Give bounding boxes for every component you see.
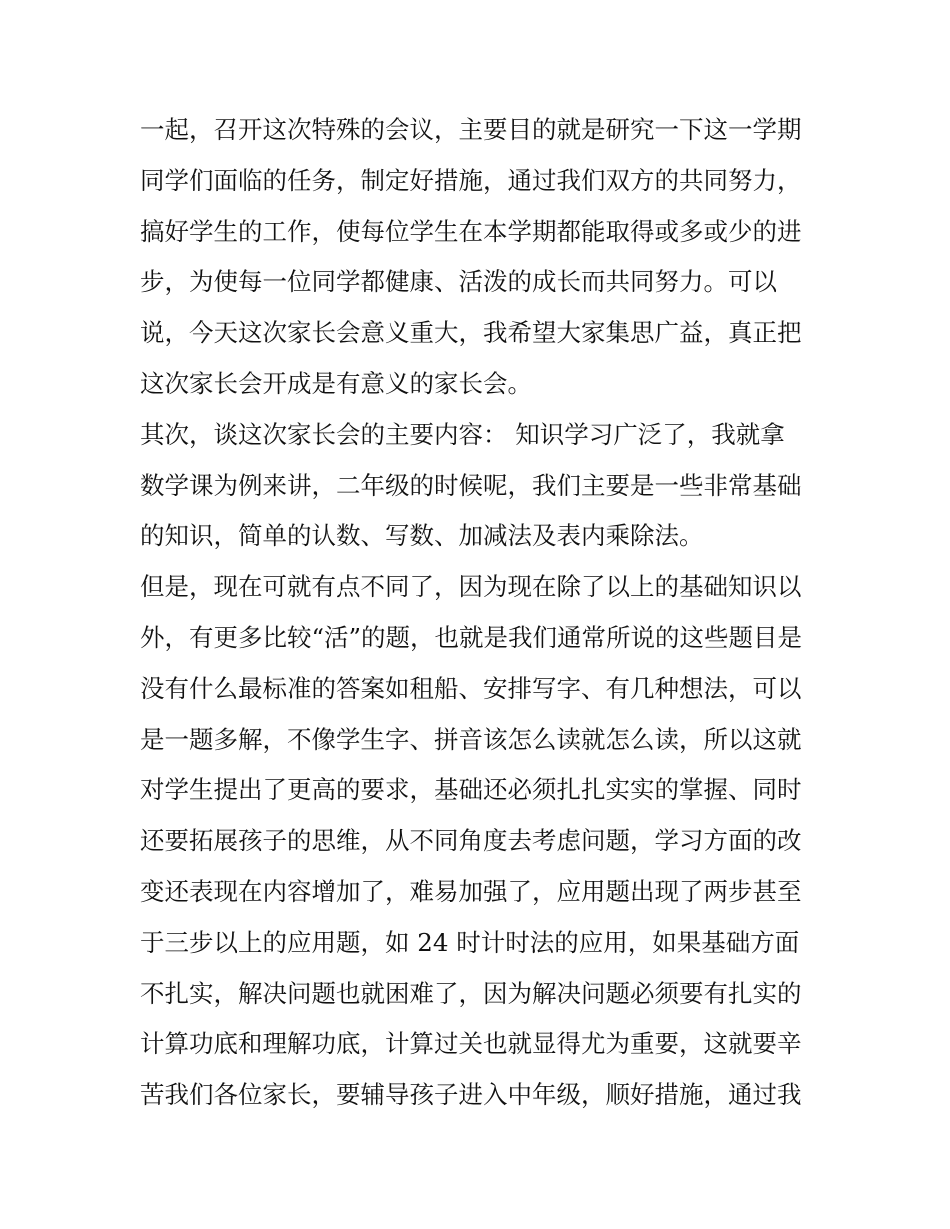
text-line: 数学课为例来讲，二年级的时候呢，我们主要是一些非常基础: [140, 470, 802, 500]
text-line: 不扎实，解决问题也就困难了，因为解决问题必须要有扎实的: [140, 978, 802, 1008]
text-line: 其次，谈这次家长会的主要内容： 知识学习广泛了，我就拿: [140, 419, 785, 449]
document-body: [140, 105, 820, 1121]
text-line: 但是，现在可就有点不同了，因为现在除了以上的基础知识以: [140, 572, 802, 602]
text-line: 是一题多解，不像学生字、拼音该怎么读就怎么读，所以这就: [140, 724, 802, 754]
text-line: 同学们面临的任务，制定好措施，通过我们双方的共同努力，: [140, 165, 802, 195]
text-line: 没有什么最标准的答案如租船、安排写字、有几种想法，可以: [140, 673, 802, 703]
text-line: 对学生提出了更高的要求，基础还必须扎扎实实的掌握、同时: [140, 775, 802, 805]
text-line: 的知识，简单的认数、写数、加减法及表内乘除法。: [140, 521, 704, 551]
text-line: 这次家长会开成是有意义的家长会。: [140, 368, 532, 398]
text-line: 外，有更多比较“活”的题，也就是我们通常所说的这些题目是: [140, 622, 803, 652]
text-line: 说，今天这次家长会意义重大，我希望大家集思广益，真正把: [140, 318, 802, 348]
text-line: 苦我们各位家长，要辅导孩子进入中年级，顺好措施，通过我: [140, 1080, 802, 1110]
text-line: 一起，召开这次特殊的会议，主要目的就是研究一下这一学期: [140, 115, 802, 144]
text-line: 搞好学生的工作，使每位学生在本学期都能取得或多或少的进: [140, 216, 802, 246]
text-line: 变还表现在内容增加了，难易加强了，应用题出现了两步甚至: [140, 876, 802, 906]
text-line: 还要拓展孩子的思维，从不同角度去考虑问题，学习方面的改: [140, 826, 802, 856]
text-line: 于三步以上的应用题，如 24 时计时法的应用，如果基础方面: [140, 927, 800, 957]
text-line: 步，为使每一位同学都健康、活泼的成长而共同努力。可以: [140, 267, 777, 297]
text-line: 计算功底和理解功底，计算过关也就显得尤为重要，这就要辛: [140, 1029, 802, 1059]
